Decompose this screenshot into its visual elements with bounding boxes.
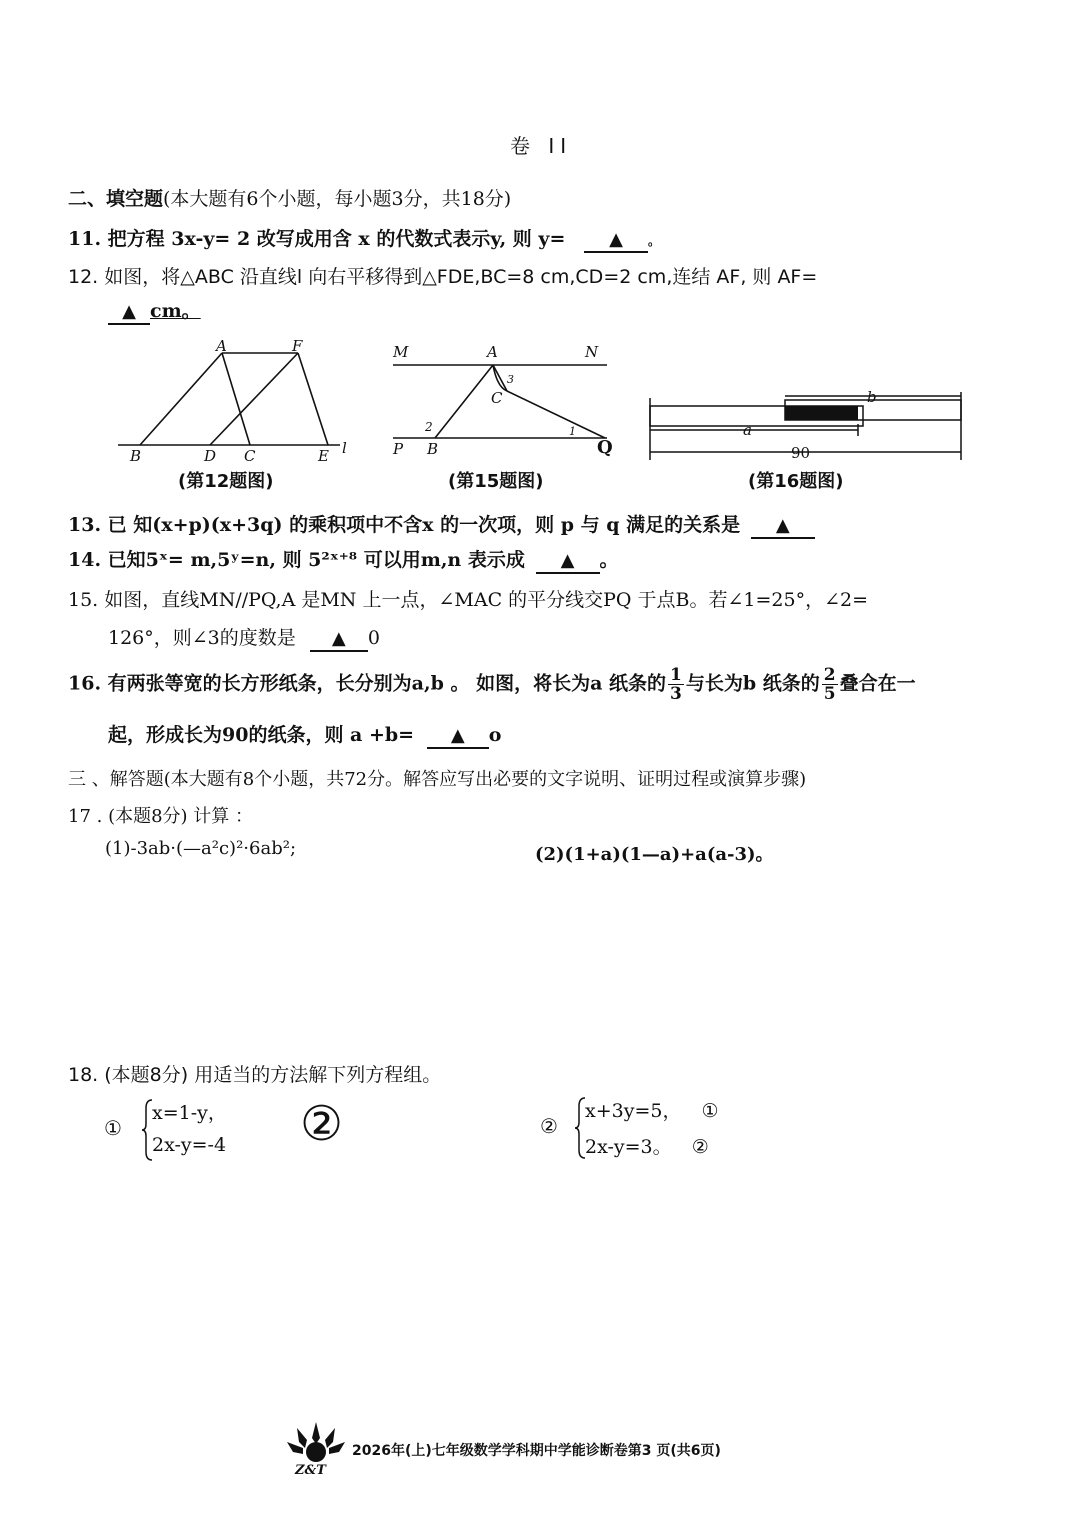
segment-cq — [507, 391, 605, 438]
label-p: P — [393, 440, 404, 458]
label-e: E — [318, 447, 329, 465]
punct: 0 — [367, 627, 380, 649]
punct: o — [488, 724, 502, 746]
question-14-text: 14. 已知5ˣ= m,5ʸ=n, 则 5²ˣ⁺⁸ 可以用m,n 表示成 — [68, 549, 525, 571]
answer-blank — [108, 300, 150, 325]
question-16-line1 — [68, 666, 916, 703]
section-heading-fill-in — [68, 184, 511, 211]
label-b: B — [427, 440, 439, 458]
fraction-two-fifths: $\frac{2}{5}$ — [823, 665, 836, 704]
system-2-marker: ② — [540, 1114, 558, 1138]
answer-blank — [536, 549, 600, 574]
question-11 — [68, 224, 660, 253]
angle-arm — [493, 365, 507, 391]
question-16-text-b: 与长为b 纸条的 — [685, 672, 820, 695]
segment-ab — [435, 365, 493, 438]
page-title: 卷 II — [510, 134, 573, 158]
logo-text: Z&T — [295, 1463, 326, 1478]
punct: 。 — [648, 234, 661, 248]
equation-2: 2x-y=3。 ② — [585, 1136, 709, 1158]
question-17-part1: (1)-3ab·(—a²c)²·6ab²; — [105, 838, 297, 859]
fraction-one-third: $\frac{1}{3}$ — [670, 665, 682, 704]
figure-12 — [110, 335, 355, 465]
question-17-part2: (2)(1+a)(1—a)+a(a-3)。 — [535, 844, 774, 865]
label-angle-2: 2 — [425, 420, 433, 434]
label-n: N — [585, 343, 599, 361]
equation-system-2 — [575, 1096, 745, 1160]
answer-blank — [310, 627, 368, 652]
segment-ac — [222, 353, 250, 445]
publisher-logo — [283, 1418, 349, 1478]
big-circled-two: ② — [300, 1096, 344, 1152]
segment-ab — [140, 353, 222, 445]
section-heading-rest: (本大题有6个小题，每小题3分，共18分) — [163, 188, 512, 210]
label-c: C — [244, 447, 256, 465]
unit-label: cm。 — [150, 300, 201, 322]
answer-blank — [751, 514, 815, 539]
section-heading-answer: 三 、解答题(本大题有8个小题，共72分。解答应写出必要的文字说明、证明过程或演算步骤) — [68, 769, 807, 790]
section-heading-bold: 二、填空题 — [68, 188, 164, 210]
equation-tag: ② — [691, 1136, 709, 1158]
question-16-text-d: 起，形成长为90的纸条，则 a +b= — [108, 724, 415, 746]
equation-1: x=1-y， — [152, 1102, 227, 1124]
label-angle-1: 1 — [569, 425, 576, 438]
label-f: F — [292, 337, 303, 355]
answer-blank — [584, 228, 648, 253]
triangle-marker: ▲ — [609, 229, 623, 250]
figure-16-caption: (第16题图) — [748, 471, 844, 492]
figure-15-caption: (第15题图) — [448, 471, 544, 492]
segment-fe — [298, 353, 328, 445]
label-q: Q — [597, 437, 613, 458]
equation-tag: ① — [701, 1100, 719, 1122]
question-16-text-a: 16. 有两张等宽的长方形纸条，长分别为a,b 。 如图，将长为a 纸条的 — [68, 672, 667, 695]
system-1-marker: ① — [104, 1116, 122, 1140]
page-footer: 2026年(上)七年级数学学科期中学能诊断卷第3 页(共6页) — [352, 1443, 721, 1459]
question-13-text: 13. 已 知(x+p)(x+3q) 的乘积项中不含x 的一次项，则 p 与 q 满足的关系是 — [68, 514, 741, 536]
overlap-region — [785, 406, 858, 420]
figure-12-caption: (第12题图) — [178, 471, 274, 492]
segment-df — [210, 353, 298, 445]
question-18-title: 18. (本题8分) 用适当的方法解下列方程组。 — [68, 1064, 442, 1086]
equation-1: x+3y=5， ① — [585, 1100, 719, 1122]
question-13 — [68, 510, 815, 539]
label-angle-3: 3 — [507, 373, 514, 386]
question-16-line2 — [108, 720, 501, 749]
question-15-line2 — [108, 623, 380, 652]
equation-2: 2x-y=-4 — [152, 1134, 227, 1156]
label-b: B — [130, 447, 142, 465]
label-a: A — [487, 343, 498, 361]
question-11-text: 11. 把方程 3x-y= 2 改写成用含 x 的代数式表示y, 则 y= — [68, 228, 566, 250]
punct: 。 — [599, 549, 619, 571]
triangle-marker: ▲ — [560, 550, 575, 571]
question-17-title: 17 . (本题8分) 计算 ： — [68, 806, 254, 827]
question-15-text: 126°，则∠3的度数是 — [108, 627, 296, 649]
triangle-marker: ▲ — [775, 515, 790, 536]
question-12: 12. 如图，将△ABC 沿直线l 向右平移得到△FDE,BC=8 cm,CD=2 cm,连结 AF, 则 AF= — [68, 266, 818, 288]
answer-blank — [427, 724, 489, 749]
label-l: l — [342, 439, 347, 457]
question-12-answer — [108, 296, 201, 325]
label-90: 90 — [791, 444, 811, 462]
label-d: D — [204, 447, 217, 465]
label-c: C — [491, 389, 503, 407]
question-16-text-c: 叠合在一 — [839, 672, 916, 695]
figure-15 — [385, 335, 625, 465]
label-a: A — [216, 337, 227, 355]
label-a: a — [743, 421, 752, 439]
figure-16 — [645, 388, 970, 466]
triangle-marker: ▲ — [122, 301, 136, 322]
question-14 — [68, 545, 619, 574]
triangle-marker: ▲ — [331, 628, 346, 649]
question-15-line1: 15. 如图，直线MN//PQ,A 是MN 上一点，∠MAC 的平分线交PQ 于点B。若∠1=25°，∠2= — [68, 589, 869, 611]
label-b: b — [867, 388, 877, 406]
label-m: M — [393, 343, 409, 361]
triangle-marker: ▲ — [450, 725, 465, 746]
equation-system-1 — [142, 1098, 292, 1162]
